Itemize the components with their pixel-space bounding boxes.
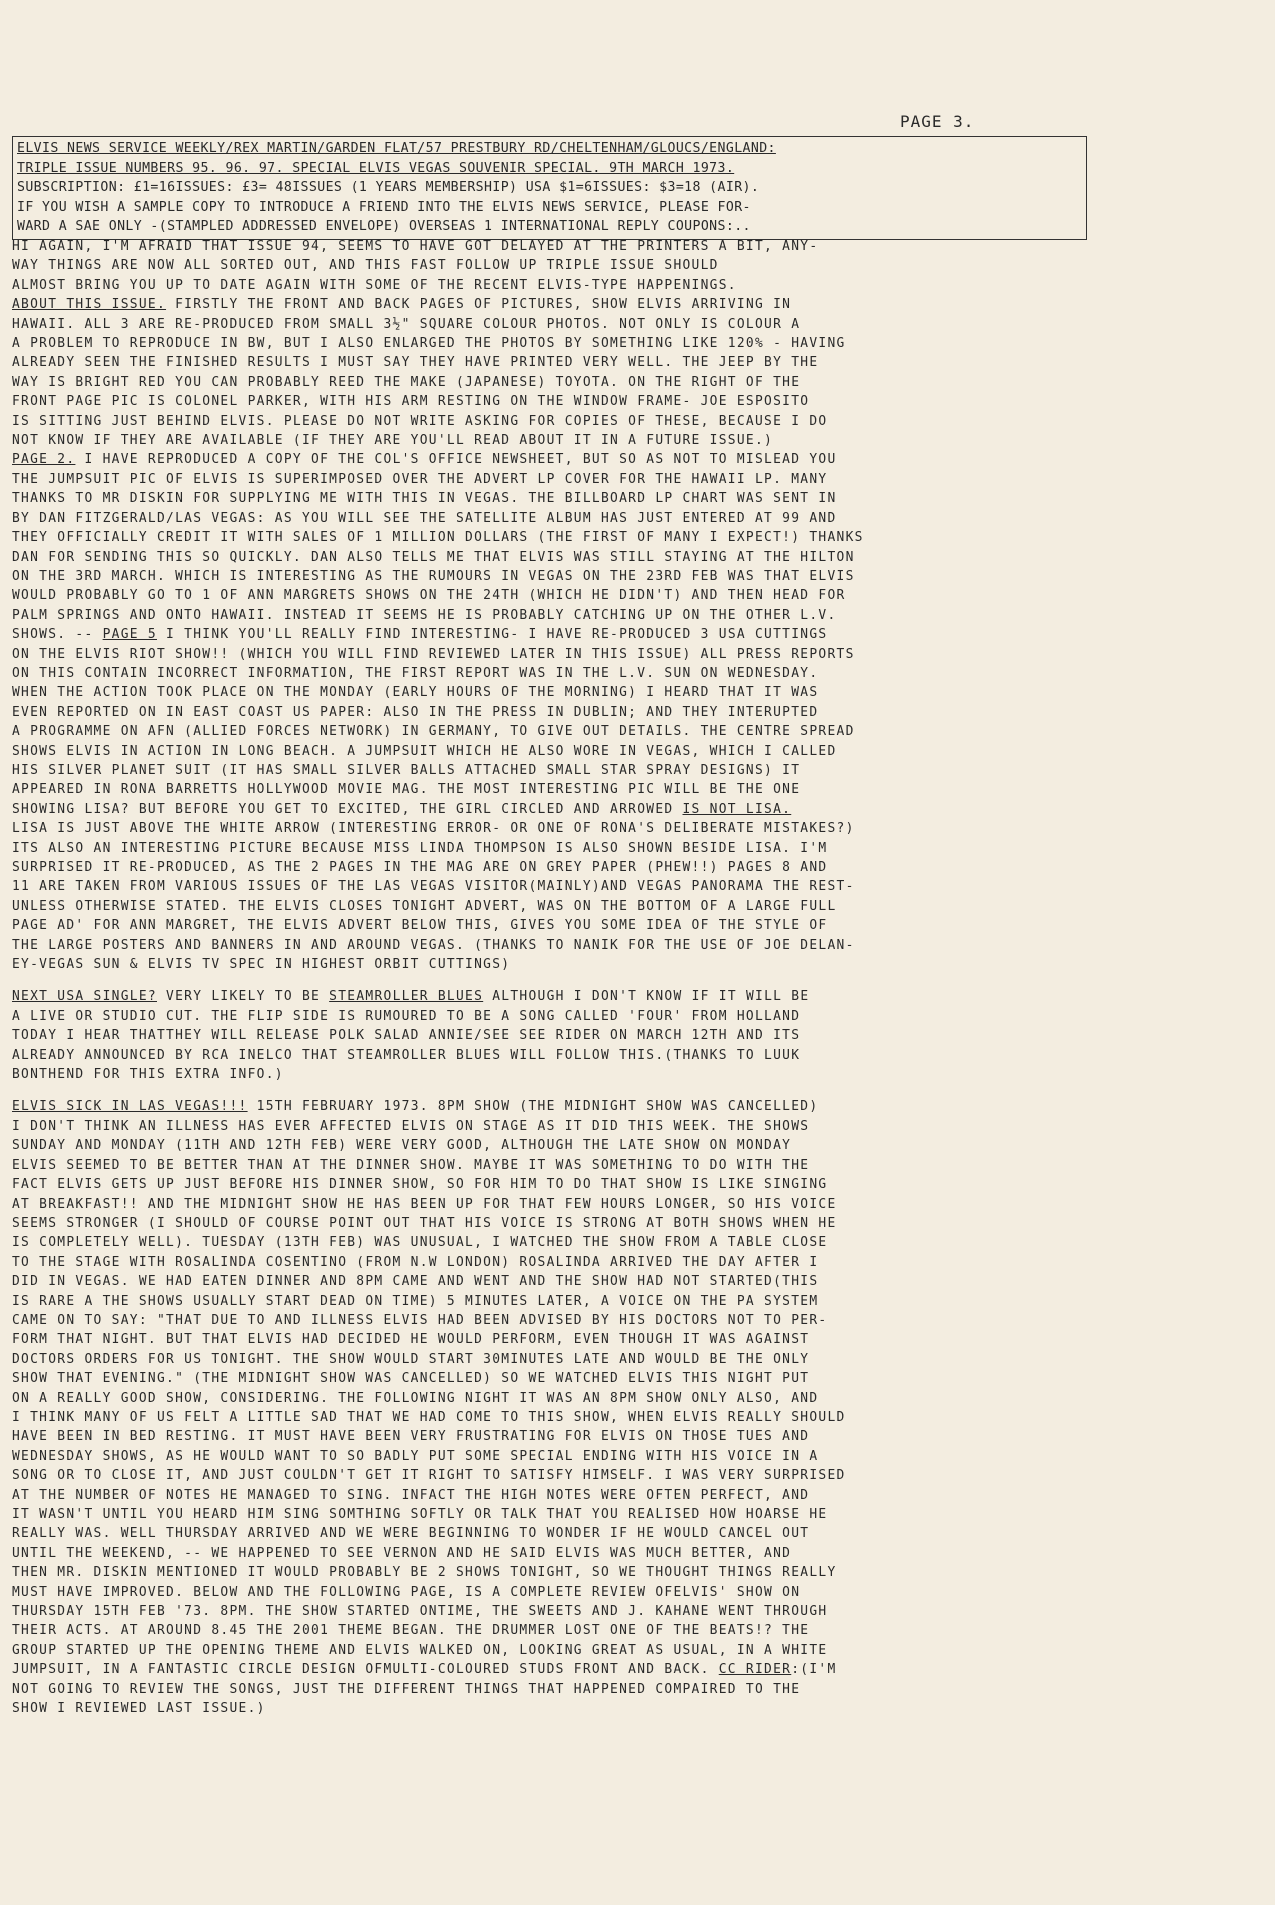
text-line: I THINK YOU'LL REALLY FIND INTERESTING- I HAVE RE-PRODUCED 3 USA CUTTINGS xyxy=(156,627,828,643)
text-line: IT WASN'T UNTIL YOU HEARD HIM SING SOMTHING SOFTLY OR TALK THAT YOU REALISED HOW HOARSE HE xyxy=(12,1507,828,1522)
text-line: SONG OR TO CLOSE IT, AND JUST COULDN'T GET IT RIGHT TO SATISFY HIMSELF. I WAS VERY SURPRISED xyxy=(12,1468,846,1484)
text-line: PAGE AD' FOR ANN MARGRET, THE ELVIS ADVERT BELOW THIS, GIVES YOU SOME IDEA OF THE STYLE OF xyxy=(12,918,828,934)
text-line: SEEMS STRONGER (I SHOULD OF COURSE POINT OUT THAT HIS VOICE IS STRONG AT BOTH SHOWS WHEN HE xyxy=(12,1215,837,1231)
text-line: ALMOST BRING YOU UP TO DATE AGAIN WITH SOME OF THE RECENT ELVIS-TYPE HAPPENINGS. xyxy=(12,277,737,293)
cc-rider-heading: CC RIDER xyxy=(718,1662,792,1678)
text-line: ALREADY SEEN THE FINISHED RESULTS I MUST SAY THEY HAVE PRINTED VERY WELL. THE JEEP BY THE xyxy=(12,355,819,371)
text-line: ALREADY ANNOUNCED BY RCA INELCO THAT STEAMROLLER BLUES WILL FOLLOW THIS.(THANKS TO LUUK xyxy=(12,1047,801,1063)
text-line: HI AGAIN, I'M AFRAID THAT ISSUE 94, SEEMS TO HAVE GOT DELAYED AT THE PRINTERS A BIT, ANY- xyxy=(12,239,819,254)
text-line: BY DAN FITZGERALD/LAS VEGAS: AS YOU WILL SEE THE SATELLITE ALBUM HAS JUST ENTERED AT 99 AND xyxy=(12,510,837,526)
text-line: IS COMPLETELY WELL). TUESDAY (13TH FEB) WAS UNUSUAL, I WATCHED THE SHOW FROM A TABLE CLOSE xyxy=(12,1235,828,1251)
not-lisa-emphasis: IS NOT LISA. xyxy=(682,801,792,817)
text-line: ON A REALLY GOOD SHOW, CONSIDERING. THE FOLLOWING NIGHT IT WAS AN 8PM SHOW ONLY ALSO, AND xyxy=(12,1390,819,1406)
text-line: ELVIS SEEMED TO BE BETTER THAN AT THE DINNER SHOW. MAYBE IT WAS SOMETHING TO DO WITH THE xyxy=(12,1157,810,1173)
text-line: THEN MR. DISKIN MENTIONED IT WOULD PROBABLY BE 2 SHOWS TONIGHT, SO WE THOUGHT THINGS REALLY xyxy=(12,1565,837,1581)
text-line: DID IN VEGAS. WE HAD EATEN DINNER AND 8PM CAME AND WENT AND THE SHOW HAD NOT STARTED(THIS xyxy=(12,1274,819,1290)
text-line: 15TH FEBRUARY 1973. 8PM SHOW (THE MIDNIGHT SHOW WAS CANCELLED) xyxy=(247,1099,819,1115)
text-line: I DON'T THINK AN ILLNESS HAS EVER AFFECTED ELVIS ON STAGE AS IT DID THIS WEEK. THE SHOWS xyxy=(12,1118,810,1134)
text-line: UNTIL THE WEEKEND, -- WE HAPPENED TO SEE VERNON AND HE SAID ELVIS WAS MUCH BETTER, AND xyxy=(12,1545,792,1561)
text-line: ALTHOUGH I DON'T KNOW IF IT WILL BE xyxy=(483,989,810,1005)
text-line: WEDNESDAY SHOWS, AS HE WOULD WANT TO SO BADLY PUT SOME SPECIAL ENDING WITH HIS VOICE IN A xyxy=(12,1448,819,1464)
text-line: FORM THAT NIGHT. BUT THAT ELVIS HAD DECIDED HE WOULD PERFORM, EVEN THOUGH IT WAS AGAINST xyxy=(12,1332,810,1348)
masthead-line-3: SUBSCRIPTION: £1=16ISSUES: £3= 48ISSUES (1 YEARS MEMBERSHIP) USA $1=6ISSUES: $3=18 (AIR). xyxy=(17,180,760,195)
text-line: LISA IS JUST ABOVE THE WHITE ARROW (INTERESTING ERROR- OR ONE OF RONA'S DELIBERATE MISTAKES?) xyxy=(12,821,855,837)
text-line: FRONT PAGE PIC IS COLONEL PARKER, WITH HIS ARM RESTING ON THE WINDOW FRAME- JOE ESPOSITO xyxy=(12,394,810,410)
about-heading: ABOUT THIS ISSUE. xyxy=(12,297,167,313)
text-line: FIRSTLY THE FRONT AND BACK PAGES OF PICTURES, SHOW ELVIS ARRIVING IN xyxy=(166,297,792,313)
masthead-line-4: IF YOU WISH A SAMPLE COPY TO INTRODUCE A FRIEND INTO THE ELVIS NEWS SERVICE, PLEASE FOR- xyxy=(17,199,751,215)
text-line: APPEARED IN RONA BARRETTS HOLLYWOOD MOVIE MAG. THE MOST INTERESTING PIC WILL BE THE ONE xyxy=(12,782,801,798)
text-line: ON THE 3RD MARCH. WHICH IS INTERESTING AS THE RUMOURS IN VEGAS ON THE 23RD FEB WAS THAT ELVIS xyxy=(12,568,855,584)
page-2-heading: PAGE 2. xyxy=(12,452,76,468)
text-line: NOT KNOW IF THEY ARE AVAILABLE (IF THEY ARE YOU'LL READ ABOUT IT IN A FUTURE ISSUE.) xyxy=(12,433,774,449)
next-single-section xyxy=(12,987,1120,1084)
text-line: FACT ELVIS GETS UP JUST BEFORE HIS DINNER SHOW, SO FOR HIM TO DO THAT SHOW IS LIKE SINGING xyxy=(12,1177,828,1193)
masthead-box xyxy=(12,136,1087,240)
page-number: PAGE 3. xyxy=(900,112,975,131)
text-line: TO THE STAGE WITH ROSALINDA COSENTINO (FROM N.W LONDON) ROSALINDA ARRIVED THE DAY AFTER I xyxy=(12,1254,819,1270)
text-line: THANKS TO MR DISKIN FOR SUPPLYING ME WITH THIS IN VEGAS. THE BILLBOARD LP CHART WAS SENT IN xyxy=(12,491,837,507)
text-line: I THINK MANY OF US FELT A LITTLE SAD THAT WE HAD COME TO THIS SHOW, WHEN ELVIS REALLY SHOULD xyxy=(12,1409,846,1425)
text-line: THEY OFFICIALLY CREDIT IT WITH SALES OF 1 MILLION DOLLARS (THE FIRST OF MANY I EXPECT!) THANKS xyxy=(12,530,864,546)
text-line: WAY IS BRIGHT RED YOU CAN PROBABLY REED THE MAKE (JAPANESE) TOYOTA. ON THE RIGHT OF THE xyxy=(12,374,801,390)
elvis-sick-heading: ELVIS SICK IN LAS VEGAS!!! xyxy=(12,1099,248,1115)
next-single-heading: NEXT USA SINGLE? xyxy=(12,989,157,1005)
text-line: WHEN THE ACTION TOOK PLACE ON THE MONDAY (EARLY HOURS OF THE MORNING) I HEARD THAT IT WAS xyxy=(12,685,819,701)
intro-paragraph xyxy=(12,237,1120,295)
text-line: CAME ON TO SAY: "THAT DUE TO AND ILLNESS ELVIS HAD BEEN ADVISED BY HIS DOCTORS NOT TO PER- xyxy=(12,1312,828,1328)
text-line: EVEN REPORTED ON IN EAST COAST US PAPER: ALSO IN THE PRESS IN DUBLIN; AND THEY INTERUPTED xyxy=(12,704,819,720)
text-line: THURSDAY 15TH FEB '73. 8PM. THE SHOW STARTED ONTIME, THE SWEETS AND J. KAHANE WENT THROUGH xyxy=(12,1604,828,1620)
text-line: SHOW I REVIEWED LAST ISSUE.) xyxy=(12,1701,266,1717)
text-line: DAN FOR SENDING THIS SO QUICKLY. DAN ALSO TELLS ME THAT ELVIS WAS STILL STAYING AT THE HILTON xyxy=(12,549,855,565)
text-line: THE JUMPSUIT PIC OF ELVIS IS SUPERIMPOSED OVER THE ADVERT LP COVER FOR THE HAWAII LP. MANY xyxy=(12,471,828,487)
text-line: :(I'M xyxy=(791,1662,837,1678)
text-line: DOCTORS ORDERS FOR US TONIGHT. THE SHOW WOULD START 30MINUTES LATE AND WOULD BE THE ONLY xyxy=(12,1351,810,1367)
text-line: THE LARGE POSTERS AND BANNERS IN AND AROUND VEGAS. (THANKS TO NANIK FOR THE USE OF JOE DELAN- xyxy=(12,937,855,953)
text-line: VERY LIKELY TO BE xyxy=(156,989,330,1005)
text-line: REALLY WAS. WELL THURSDAY ARRIVED AND WE WERE BEGINNING TO WONDER IF HE WOULD CANCEL OUT xyxy=(12,1526,810,1542)
text-line: A PROGRAMME ON AFN (ALLIED FORCES NETWORK) IN GERMANY, TO GIVE OUT DETAILS. THE CENTRE SPREAD xyxy=(12,724,855,740)
text-line: PALM SPRINGS AND ONTO HAWAII. INSTEAD IT SEEMS HE IS PROBABLY CATCHING UP ON THE OTHER L.V. xyxy=(12,607,837,623)
text-line: TODAY I HEAR THATTHEY WILL RELEASE POLK SALAD ANNIE/SEE SEE RIDER ON MARCH 12TH AND ITS xyxy=(12,1028,801,1044)
masthead-line-5: WARD A SAE ONLY -(STAMPLED ADDRESSED ENVELOPE) OVERSEAS 1 INTERNATIONAL REPLY COUPONS:.. xyxy=(17,219,751,234)
text-line: SUNDAY AND MONDAY (11TH AND 12TH FEB) WERE VERY GOOD, ALTHOUGH THE LATE SHOW ON MONDAY xyxy=(12,1138,792,1154)
about-this-issue-section xyxy=(12,295,1120,450)
text-line: NOT GOING TO REVIEW THE SONGS, JUST THE DIFFERENT THINGS THAT HAPPENED COMPAIRED TO THE xyxy=(12,1681,801,1697)
text-line: HIS SILVER PLANET SUIT (IT HAS SMALL SILVER BALLS ATTACHED SMALL STAR SPRAY DESIGNS) IT xyxy=(12,762,801,778)
text-line: AT BREAKFAST!! AND THE MIDNIGHT SHOW HE HAS BEEN UP FOR THAT FEW HOURS LONGER, SO HIS VOICE xyxy=(12,1196,837,1212)
text-line: IS RARE A THE SHOWS USUALLY START DEAD ON TIME) 5 MINUTES LATER, A VOICE ON THE PA SYSTEM xyxy=(12,1293,819,1309)
text-line: AT THE NUMBER OF NOTES HE MANAGED TO SING. INFACT THE HIGH NOTES WERE OFTEN PERFECT, AND xyxy=(12,1487,810,1503)
text-line: IS SITTING JUST BEHIND ELVIS. PLEASE DO NOT WRITE ASKING FOR COPIES OF THESE, BECAUSE I DO xyxy=(12,413,828,429)
text-line: WOULD PROBABLY GO TO 1 OF ANN MARGRETS SHOWS ON THE 24TH (WHICH HE DIDN'T) AND THEN HEAD FOR xyxy=(12,588,846,604)
text-line: A PROBLEM TO REPRODUCE IN BW, BUT I ALSO ENLARGED THE PHOTOS BY SOMETHING LIKE 120% - HAVING xyxy=(12,336,846,352)
text-line: SHOW THAT EVENING." (THE MIDNIGHT SHOW WAS CANCELLED) SO WE WATCHED ELVIS THIS NIGHT PUT xyxy=(12,1371,810,1387)
text-line: BONTHEND FOR THIS EXTRA INFO.) xyxy=(12,1067,284,1083)
article-body xyxy=(12,237,1120,1718)
text-line: SURPRISED IT RE-PRODUCED, AS THE 2 PAGES IN THE MAG ARE ON GREY PAPER (PHEW!!) PAGES 8 AND xyxy=(12,860,828,875)
text-line: WAY THINGS ARE NOW ALL SORTED OUT, AND THIS FAST FOLLOW UP TRIPLE ISSUE SHOULD xyxy=(12,258,719,274)
text-line: SHOWS. -- xyxy=(12,627,103,643)
page-5-heading: PAGE 5 xyxy=(102,627,157,643)
text-line: ITS ALSO AN INTERESTING PICTURE BECAUSE MISS LINDA THOMPSON IS ALSO SHOWN BESIDE LISA. I'M xyxy=(12,840,828,856)
text-line: ON THE ELVIS RIOT SHOW!! (WHICH YOU WILL FIND REVIEWED LATER IN THIS ISSUE) ALL PRESS REPORTS xyxy=(12,646,855,662)
page-5-section xyxy=(12,625,1120,974)
text-line: HAWAII. ALL 3 ARE RE-PRODUCED FROM SMALL 3½" SQUARE COLOUR PHOTOS. NOT ONLY IS COLOUR A xyxy=(12,316,801,332)
masthead-line-1: ELVIS NEWS SERVICE WEEKLY/REX MARTIN/GARDEN FLAT/57 PRESTBURY RD/CHELTENHAM/GLOUCS/ENGLAND: xyxy=(17,141,776,156)
text-line: ON THIS CONTAIN INCORRECT INFORMATION, THE FIRST REPORT WAS IN THE L.V. SUN ON WEDNESDAY. xyxy=(12,665,819,681)
page-2-section xyxy=(12,450,1120,625)
text-line: A LIVE OR STUDIO CUT. THE FLIP SIDE IS RUMOURED TO BE A SONG CALLED 'FOUR' FROM HOLLAND xyxy=(12,1008,801,1024)
elvis-sick-section xyxy=(12,1097,1120,1718)
text-line: I HAVE REPRODUCED A COPY OF THE COL'S OFFICE NEWSHEET, BUT SO AS NOT TO MISLEAD YOU xyxy=(75,452,837,468)
text-line: GROUP STARTED UP THE OPENING THEME AND ELVIS WALKED ON, LOOKING GREAT AS USUAL, IN A WHITE xyxy=(12,1642,828,1658)
text-line: JUMPSUIT, IN A FANTASTIC CIRCLE DESIGN OFMULTI-COLOURED STUDS FRONT AND BACK. xyxy=(12,1662,719,1678)
text-line: THEIR ACTS. AT AROUND 8.45 THE 2001 THEME BEGAN. THE DRUMMER LOST ONE OF THE BEATS!? THE xyxy=(12,1623,810,1639)
text-line: 11 ARE TAKEN FROM VARIOUS ISSUES OF THE LAS VEGAS VISITOR(MAINLY)AND VEGAS PANORAMA THE REST- xyxy=(12,879,855,895)
text-line: SHOWS ELVIS IN ACTION IN LONG BEACH. A JUMPSUIT WHICH HE ALSO WORE IN VEGAS, WHICH I CALLED xyxy=(12,743,837,759)
text-line: EY-VEGAS SUN & ELVIS TV SPEC IN HIGHEST ORBIT CUTTINGS) xyxy=(12,957,511,973)
text-line: HAVE BEEN IN BED RESTING. IT MUST HAVE BEEN VERY FRUSTRATING FOR ELVIS ON THOSE TUES AND xyxy=(12,1429,810,1445)
text-line: UNLESS OTHERWISE STATED. THE ELVIS CLOSES TONIGHT ADVERT, WAS ON THE BOTTOM OF A LARGE FULL xyxy=(12,898,837,914)
single-title: STEAMROLLER BLUES xyxy=(329,989,484,1005)
text-line: MUST HAVE IMPROVED. BELOW AND THE FOLLOWING PAGE, IS A COMPLETE REVIEW OFELVIS' SHOW ON xyxy=(12,1584,801,1600)
masthead-line-2: TRIPLE ISSUE NUMBERS 95. 96. 97. SPECIAL ELVIS VEGAS SOUVENIR SPECIAL. 9TH MARCH 1973. xyxy=(17,160,735,176)
text-line: SHOWING LISA? BUT BEFORE YOU GET TO EXCITED, THE GIRL CIRCLED AND ARROWED xyxy=(12,801,683,817)
